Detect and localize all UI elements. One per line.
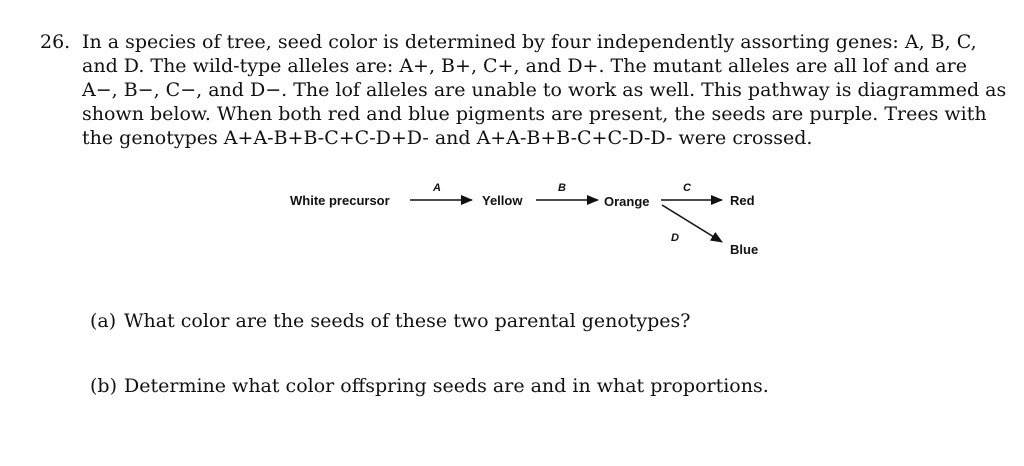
gene-label-c: C: [683, 182, 691, 194]
question-stem: [82, 30, 1007, 150]
node-red: Red: [730, 193, 755, 208]
subquestion-a-text: What color are the seeds of these two parental genotypes?: [124, 310, 691, 332]
question-stem-text: In a species of tree, seed color is determined by four independently assorting genes: A, B, C, and D. The wild-type alleles are: A+, B+, C+, and D+. The mutant alleles are all lof and are A−, B−, C−, and D−. The lof alleles are unable to work as well. This pathway is diagrammed as shown below. When both red and blue pigments are present, the seeds are purple. Trees with the genotypes A+A-B+B-C+C-D+D- and A+A-B+B-C+C-D-D- were crossed.: [82, 31, 1007, 149]
subquestion-b-tag: (b): [90, 375, 117, 397]
node-yellow: Yellow: [482, 193, 523, 208]
pathway-diagram: [286, 178, 786, 268]
gene-label-d: D: [671, 232, 679, 244]
node-white-precursor: White precursor: [290, 193, 390, 208]
subquestion-a: [90, 309, 691, 333]
gene-label-b: B: [558, 182, 566, 194]
subquestion-b-text: Determine what color offspring seeds are and in what proportions.: [124, 375, 769, 397]
subquestion-b: [90, 374, 769, 398]
question-number: 26.: [40, 31, 71, 53]
node-blue: Blue: [730, 242, 759, 257]
subquestion-a-tag: (a): [90, 310, 117, 332]
pathway-svg: [286, 178, 786, 268]
gene-label-a: A: [433, 182, 441, 194]
node-orange: Orange: [604, 194, 650, 209]
